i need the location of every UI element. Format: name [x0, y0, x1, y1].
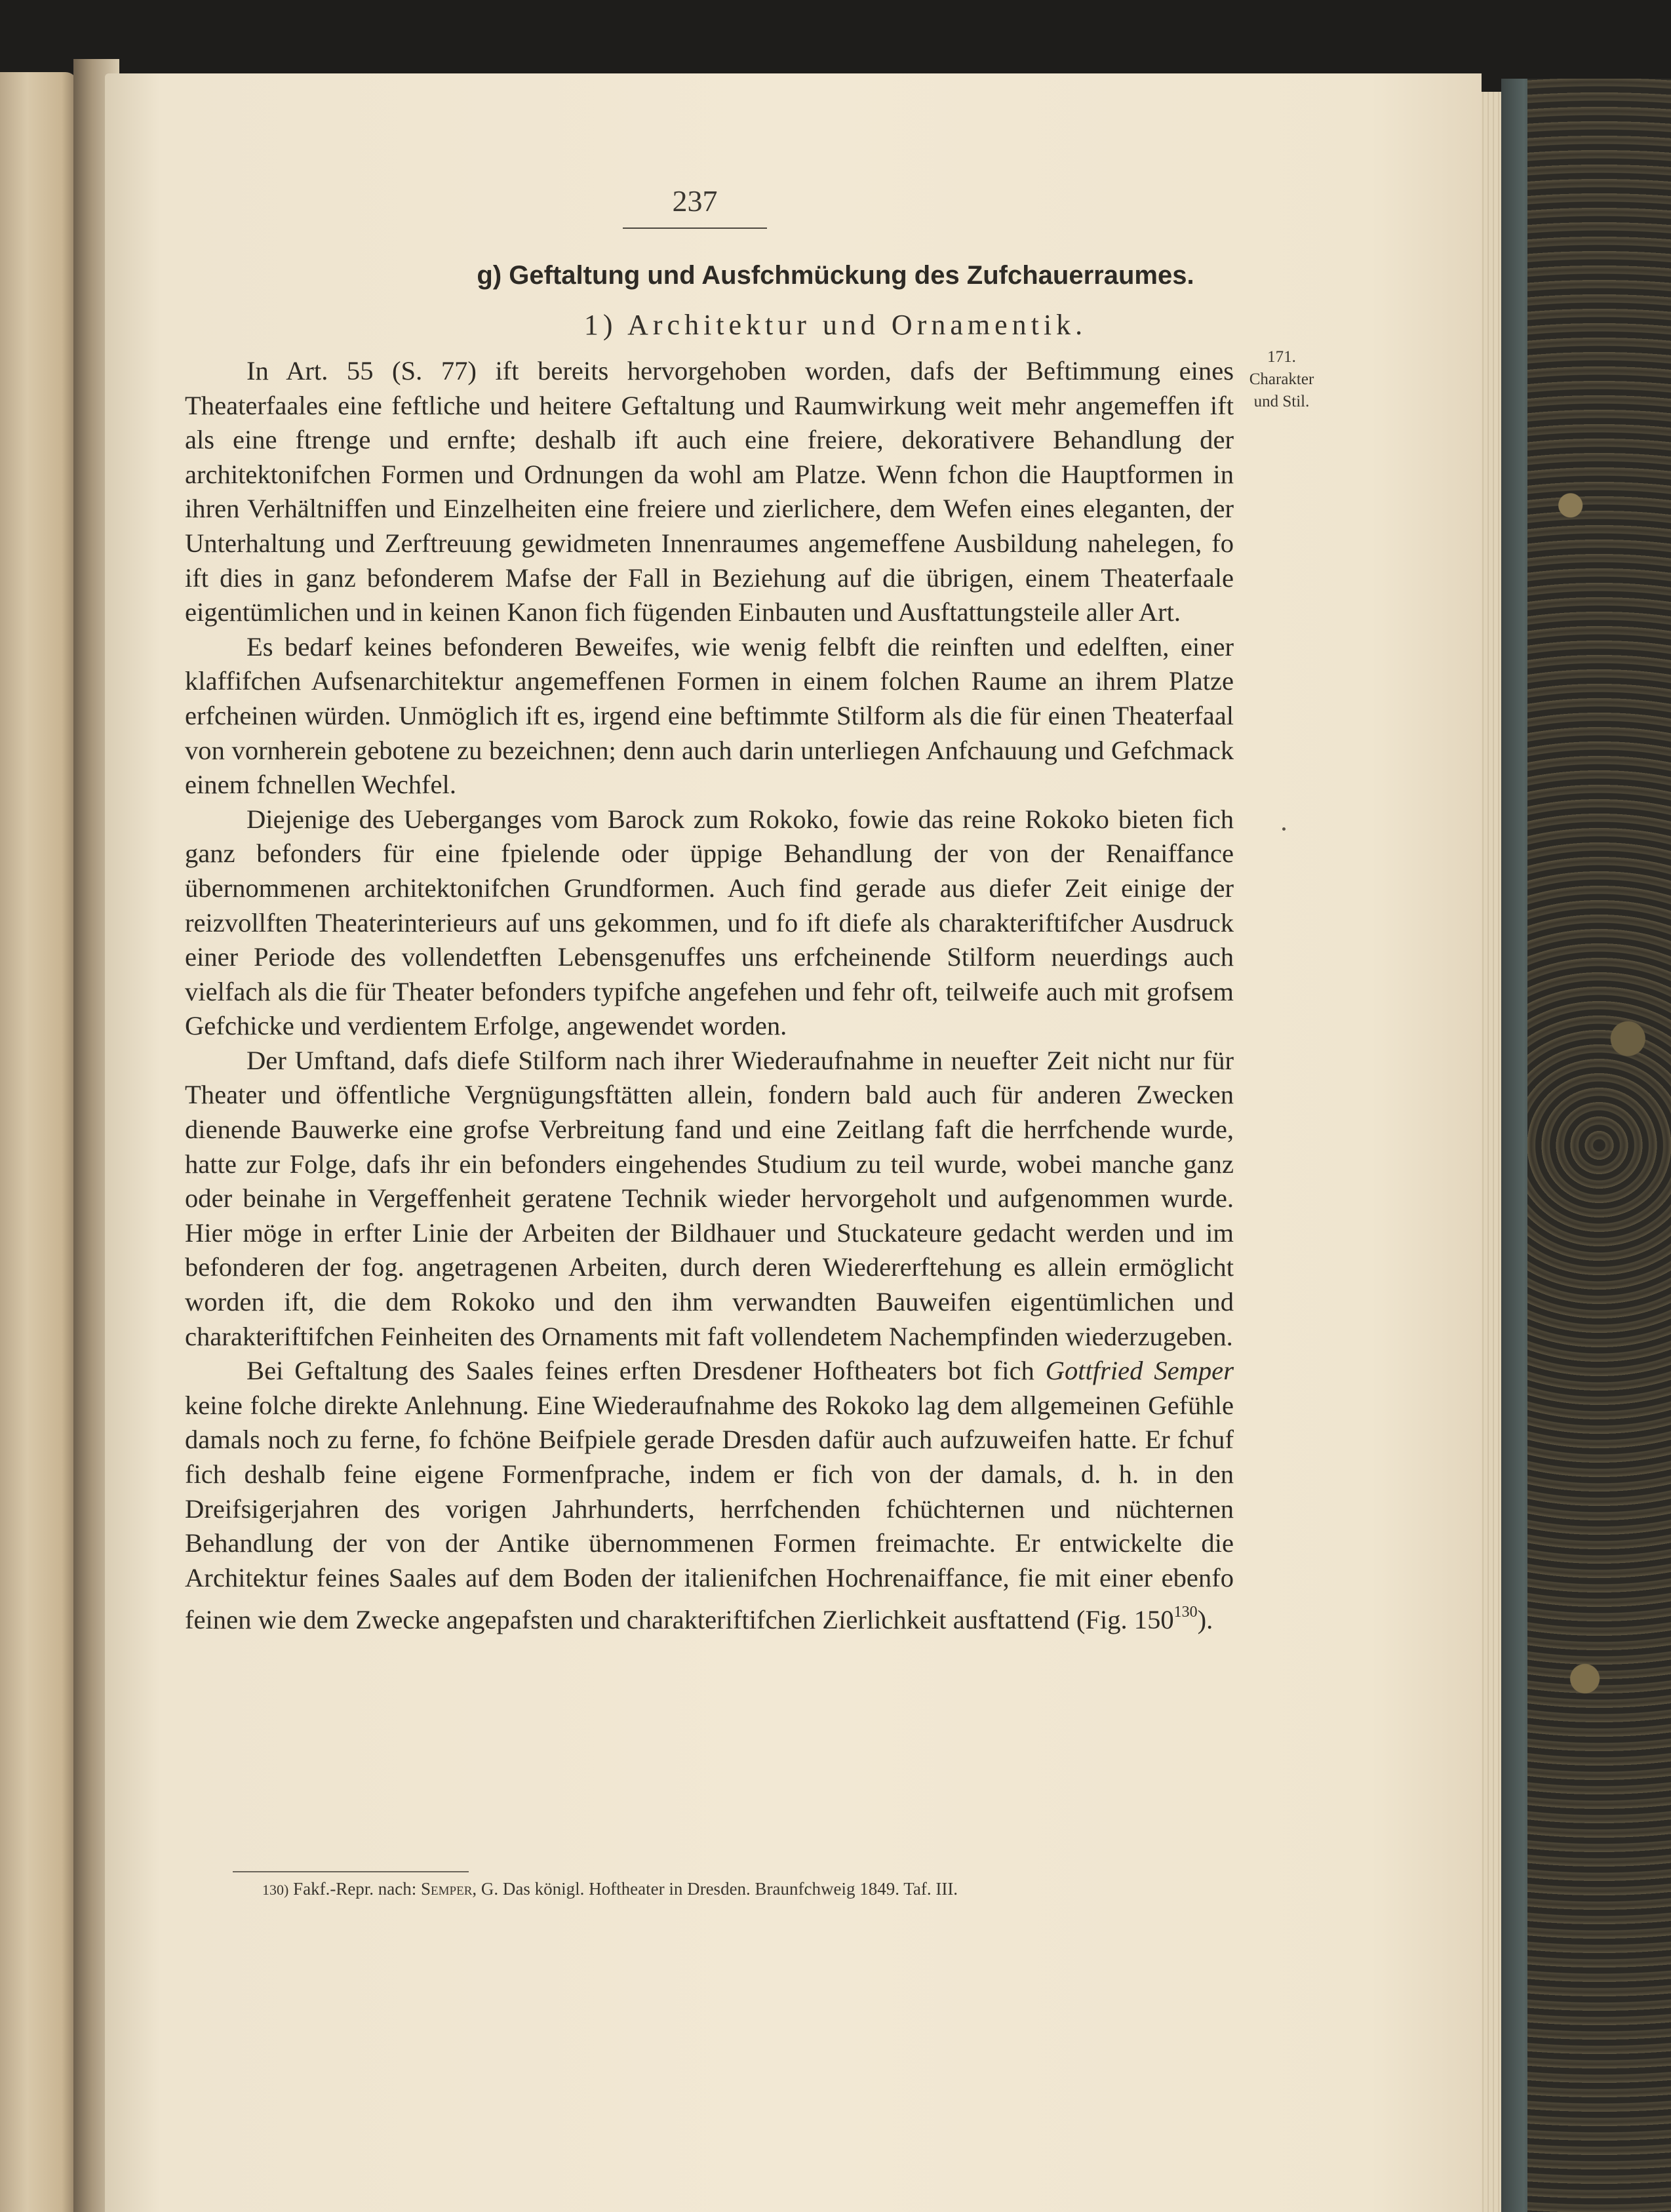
body-text: [185, 354, 1234, 1638]
person-name: Gottfried Semper: [1045, 1356, 1234, 1386]
text-segment: ).: [1197, 1605, 1213, 1635]
margin-note-line1: Charakter: [1249, 370, 1314, 388]
footnote-reference: 130: [1173, 1604, 1198, 1621]
footnote-divider: [233, 1871, 469, 1872]
margin-note: [1232, 346, 1331, 413]
paragraph: Es bedarf keines befonderen Beweifes, wie wenig felbft die reinften und edelften, einer klaffifchen Aufsenarchitektur angemeffenen Formen in einem folchen Raume an ihrem Platze erfcheinen würden. Unmöglich ift es, irgend eine beftimmte Stilform als die für einen Theaterfaal von vornherein gebotene zu bezeichnen; denn auch darin unterliegen Anfchauung und Gefchmack einem fchnellen Wechfel.: [185, 631, 1234, 800]
left-page-edge: [0, 72, 77, 2212]
footnote-rest: , G. Das königl. Hoftheater in Dresden. Braunfchweig 1849. Taf. III.: [472, 1879, 958, 1899]
footnote-author: Semper: [421, 1879, 473, 1899]
subheading: 1) Architektur und Ornamentik.: [583, 309, 1088, 341]
text-segment: keine folche direkte Anlehnung. Eine Wiederaufnahme des Rokoko lag dem allgemeinen Gefühle damals noch zu ferne, fo fchöne Beifpiele gerade Dresden dafür auch aufzuweifen hatte. Er fchuf fich deshalb feine eigene Formenfprache, indem er fich von der damals, d. h. in den Dreifsigerjahren des vorigen Jahrhunderts, herrfchenden fchüchternen und nüchternen Behandlung der von der Antike übernommenen Formen freimachte. Er entwickelte die Architektur feines Saales auf dem Boden der italienifchen Hochrenaiffance, fie mit einer ebenfo feinen wie dem Zwecke angepafsten und charakteriftifchen Zierlichkeit ausftattend (Fig. 150: [185, 1390, 1234, 1635]
paragraph: Diejenige des Ueberganges vom Barock zum Rokoko, fowie das reine Rokoko bieten fich ganz befonders für eine fpielende oder üppige Behandlung der von der Renaiffance übernommenen architektonifchen Grundformen. Auch find gerade aus diefer Zeit einige der reizvollften Theaterinterieurs auf uns gekommen, und fo ift diefe als charakteriftifcher Ausdruck einer Periode des vollendetften Lebensgenuffes uns erfcheinende Stilform neuerdings auch vielfach als die für Theater befonders typifche angefehen und fehr oft, teilweife auch mit grofsem Gefchicke und verdientem Erfolge, angewendet worden.: [185, 804, 1234, 1041]
paper-speck: [1282, 827, 1286, 831]
section-heading: g) Geftaltung und Ausfchmückung des Zufchauerraumes.: [477, 261, 1194, 290]
marbled-cover: [1527, 79, 1671, 2212]
paragraph: Der Umftand, dafs diefe Stilform nach ihrer Wiederaufnahme in neuefter Zeit nicht nur für Theater und öffentliche Vergnügungsftätten allein, fondern bald auch für anderen Zwecken dienende Bauwerke eine grofse Verbreitung fand und eine Zeitlang faft die herrfchende wurde, hatte zur Folge, dafs ihr ein befonders eingehendes Studium zu teil wurde, wobei manche ganz oder beinahe in Vergeffenheit geratene Technik wieder hervorgeholt und aufgenommen wurde. Hier möge in erfter Linie der Arbeiten der Bildhauer und Stuckateure gedacht werden und im befonderen der fog. angetragenen Arbeiten, durch deren Wiedererftehung es allein ermöglicht worden ift, die dem Rokoko und den ihm verwandten Bauweifen eigentümlichen und charakteriftifchen Feinheiten des Ornaments mit faft vollendetem Nachempfinden wiederzugeben.: [185, 1045, 1234, 1351]
footnote-prefix: Fakf.-Repr. nach:: [293, 1879, 422, 1899]
paragraph: In Art. 55 (S. 77) ift bereits hervorgehoben worden, dafs der Beftimmung eines Theaterfaales eine feftliche und heitere Geftaltung und Raumwirkung weit mehr angemeffen ift als eine ftrenge und ernfte; deshalb ift auch eine freiere, dekorativere Behandlung der architektonifchen Formen und Ordnungen da wohl am Platze. Wenn fchon die Hauptformen in ihren Verhältniffen und Einzelheiten eine freiere und zierlichere, dem Wefen eines eleganten, der Unterhaltung und Zerftreuung gewidmeten Innenraumes angemeffene Ausbildung nahelegen, fo ift dies in ganz befonderem Mafse der Fall in Beziehung auf die übrigen, einem Theaterfaale eigentümlichen und in keinen Kanon fich fügenden Einbauten und Ausftattungsteile aller Art.: [185, 356, 1234, 627]
margin-note-line2: und Stil.: [1253, 393, 1310, 410]
footnote: [262, 1879, 1213, 1899]
margin-note-number: 171.: [1267, 348, 1296, 366]
page-number: 237: [623, 184, 767, 229]
footnote-mark: 130): [262, 1882, 289, 1898]
paragraph-last: [185, 1354, 1234, 1638]
text-segment: Bei Geftaltung des Saales feines erften Dresdener Hoftheaters bot fich: [246, 1356, 1046, 1386]
